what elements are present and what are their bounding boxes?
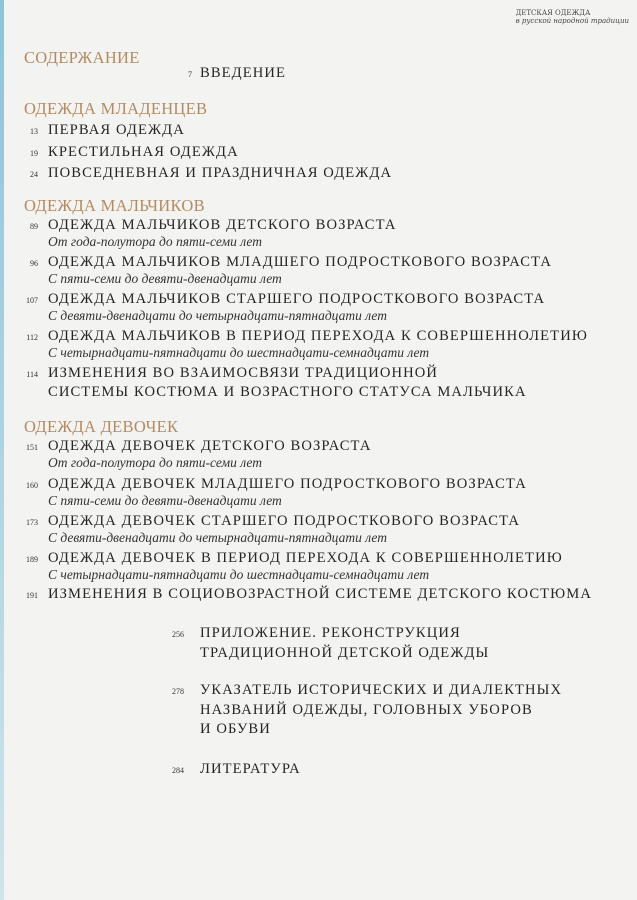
toc-entry-subtitle: С пяти-семи до девяти-двенадцати лет (48, 271, 282, 286)
toc-page-number: 13 (30, 127, 38, 136)
toc-page-number: 112 (26, 333, 38, 342)
running-header-subtitle: в русской народной традиции (515, 17, 629, 25)
toc-entry-subtitle: С девяти-двенадцати до четырнадцати-пятнадцати лет (48, 308, 387, 323)
toc-page-number: 89 (30, 222, 38, 231)
toc-entry-title[interactable]: ПРИЛОЖЕНИЕ. РЕКОНСТРУКЦИЯ (200, 625, 461, 641)
toc-entry-title[interactable]: ПОВСЕДНЕВНАЯ И ПРАЗДНИЧНАЯ ОДЕЖДА (48, 165, 393, 181)
toc-entry-subtitle: С пяти-семи до девяти-двенадцати лет (48, 493, 282, 508)
toc-page-number: 278 (172, 687, 184, 696)
toc-page-number: 19 (30, 149, 38, 158)
toc-page-number: 114 (26, 370, 38, 379)
toc-entry-title[interactable]: ОДЕЖДА ДЕВОЧЕК СТАРШЕГО ПОДРОСТКОВОГО ВОЗРАСТА (48, 513, 521, 529)
toc-page-number: 151 (26, 443, 38, 452)
toc-page-number: 107 (26, 296, 38, 305)
toc-page-number: 24 (30, 170, 38, 179)
toc-page-number: 96 (30, 259, 38, 268)
section-heading: ОДЕЖДА МЛАДЕНЦЕВ (24, 99, 208, 118)
toc-entry-title[interactable]: УКАЗАТЕЛЬ ИСТОРИЧЕСКИХ И ДИАЛЕКТНЫХ (200, 682, 563, 698)
toc-entry-title[interactable]: НАЗВАНИЙ ОДЕЖДЫ, ГОЛОВНЫХ УБОРОВ (200, 701, 533, 718)
page-edge (0, 0, 4, 900)
toc-entry-title[interactable]: ИЗМЕНЕНИЯ В СОЦИОВОЗРАСТНОЙ СИСТЕМЕ ДЕТСКОГО КОСТЮМА (48, 586, 593, 602)
toc-entry-subtitle: С девяти-двенадцати до четырнадцати-пятнадцати лет (48, 530, 387, 545)
toc-entry-title[interactable]: КРЕСТИЛЬНАЯ ОДЕЖДА (48, 144, 239, 160)
toc-entry-title[interactable]: ОДЕЖДА МАЛЬЧИКОВ ДЕТСКОГО ВОЗРАСТА (48, 217, 397, 233)
toc-entry-subtitle: От года-полутора до пяти-семи лет (48, 234, 262, 249)
section-heading: ОДЕЖДА ДЕВОЧЕК (24, 417, 179, 436)
toc-entry-title[interactable]: ОДЕЖДА МАЛЬЧИКОВ СТАРШЕГО ПОДРОСТКОВОГО ВОЗРАСТА (48, 291, 546, 307)
toc-entry-title[interactable]: И ОБУВИ (200, 721, 271, 737)
running-header (516, 9, 629, 25)
toc-page-number: 284 (172, 766, 184, 775)
toc-page-number: 189 (26, 555, 38, 564)
running-header-title: ДЕТСКАЯ ОДЕЖДА (515, 9, 591, 17)
toc-entry-title[interactable]: ОДЕЖДА МАЛЬЧИКОВ МЛАДШЕГО ПОДРОСТКОВОГО ВОЗРАСТА (48, 254, 552, 270)
toc-page-number: 191 (26, 591, 38, 600)
toc-entry-subtitle: С четырнадцати-пятнадцати до шестнадцати-семнадцати лет (48, 345, 430, 360)
toc-title: СОДЕРЖАНИЕ (24, 48, 140, 67)
toc-entry-title[interactable]: ПЕРВАЯ ОДЕЖДА (48, 122, 185, 138)
toc-entry-title[interactable]: ИЗМЕНЕНИЯ ВО ВЗАИМОСВЯЗИ ТРАДИЦИОННОЙ (48, 365, 439, 381)
toc-entry-subtitle: От года-полутора до пяти-семи лет (48, 455, 262, 470)
toc-entry-title[interactable]: ТРАДИЦИОННОЙ ДЕТСКОЙ ОДЕЖДЫ (200, 644, 490, 661)
toc-page-number: 173 (26, 518, 38, 527)
toc-entry-title[interactable]: ЛИТЕРАТУРА (200, 761, 301, 777)
toc-entry-title[interactable]: ВВЕДЕНИЕ (200, 65, 287, 81)
toc-page-number: 7 (188, 70, 192, 79)
toc-entry-title-line2[interactable]: СИСТЕМЫ КОСТЮМА И ВОЗРАСТНОГО СТАТУСА МАЛЬЧИКА (48, 384, 527, 400)
toc-entry-title[interactable]: ОДЕЖДА ДЕВОЧЕК МЛАДШЕГО ПОДРОСТКОВОГО ВОЗРАСТА (48, 476, 527, 492)
toc-entry-title[interactable]: ОДЕЖДА МАЛЬЧИКОВ В ПЕРИОД ПЕРЕХОДА К СОВЕРШЕННОЛЕТИЮ (48, 328, 588, 344)
toc-entry-title[interactable]: ОДЕЖДА ДЕВОЧЕК ДЕТСКОГО ВОЗРАСТА (48, 438, 372, 454)
toc-entry-title[interactable]: ОДЕЖДА ДЕВОЧЕК В ПЕРИОД ПЕРЕХОДА К СОВЕРШЕННОЛЕТИЮ (48, 550, 563, 566)
toc-page-number: 256 (172, 630, 184, 639)
toc-entry-subtitle: С четырнадцати-пятнадцати до шестнадцати-семнадцати лет (48, 567, 430, 582)
toc-page-number: 160 (26, 481, 38, 490)
section-heading: ОДЕЖДА МАЛЬЧИКОВ (24, 196, 205, 215)
